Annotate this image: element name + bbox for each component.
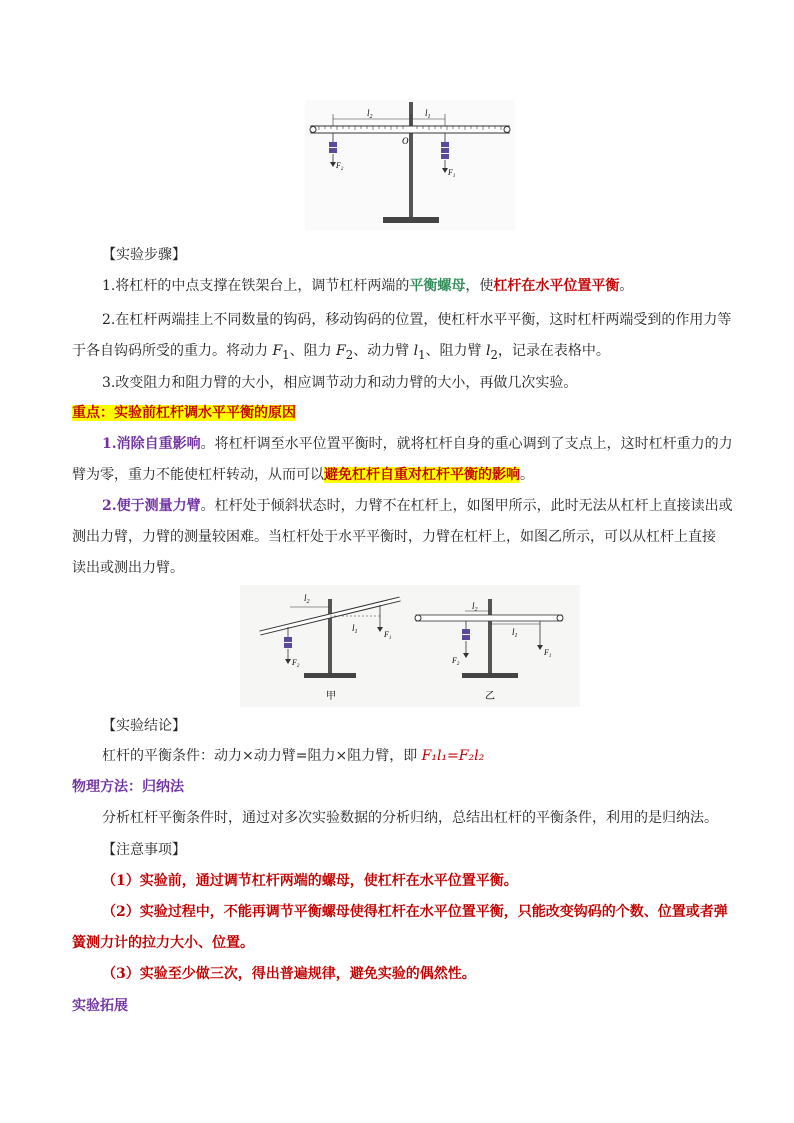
balance-nut-term: 平衡螺母 (409, 278, 466, 294)
figure-lever-comparison (240, 585, 580, 707)
key-p1-line1: 1.消除自重影响。将杠杆调至水平位置平衡时，就将杠杆自身的重心调到了支点上，这时杠杆重力的力 (102, 436, 733, 452)
lever-comparison-diagram (240, 585, 580, 707)
key-p2-line1: 2.便于测量力臂。杠杆处于倾斜状态时，力臂不在杠杆上，如图甲所示，此时无法从杠杆上直接读出或 (102, 498, 733, 514)
steps-heading: 【实验步骤】 (102, 247, 186, 263)
key-p1-line2: 臂为零，重力不能使杠杆转动，从而可以避免杠杆自重对杠杆平衡的影响。 (72, 467, 534, 483)
step-2-line2: 于各自钩码所受的重力。将动力 $F_1$、阻力 $F_2$、动力臂 $l_1$、阻力臂 $l_2$，记录在表格中。 (72, 343, 610, 362)
balance-formula: F₁l₁=F₂l₂ (421, 748, 485, 764)
step-3: 3.改变阻力和阻力臂的大小，相应调节动力和动力臂的大小，再做几次实验。 (102, 375, 578, 391)
key-highlight: 避免杠杆自重对杠杆平衡的影响 (324, 467, 520, 483)
svg-text:F1: $F_1$ (544, 648, 552, 659)
fig-yi-label: 乙 (485, 691, 495, 702)
fig1-l1-label: l (425, 108, 428, 118)
fig1-F1-label: F (448, 168, 453, 177)
step-1: 1.将杠杆的中点支撑在铁架台上，调节杠杆两端的平衡螺母，使杠杆在水平位置平衡。 (102, 278, 634, 294)
svg-text:F1: $F_1$ (384, 630, 392, 641)
key-p2-line2: 测出力臂，力臂的测量较困难。当杠杆处于水平平衡时，力臂在杠杆上，如图乙所示，可以从杠杆上直接 (72, 529, 716, 545)
conclusion-heading: 【实验结论】 (102, 718, 186, 734)
method-title: 物理方法：归纳法 (72, 779, 184, 795)
svg-text:l1: $l_1$ (352, 623, 358, 635)
fig1-F2-label: F (336, 161, 341, 170)
svg-text:l2: $l_2$ (304, 593, 310, 605)
lever-horizontal-term: 杠杆在水平位置平衡 (493, 278, 620, 294)
key-p2-line3: 读出或测出力臂。 (72, 560, 184, 576)
svg-text:F2: $F_2$ (452, 656, 460, 667)
svg-text:l2: $l_2$ (472, 601, 478, 613)
note-1: （1）实验前，通过调节杠杆两端的螺母，使杠杆在水平位置平衡。 (102, 873, 518, 889)
note-2-line2: 簧测力计的拉力大小、位置。 (72, 935, 254, 951)
note-3: （3）实验至少做三次，得出普遍规律，避免实验的偶然性。 (102, 966, 476, 982)
method-text: 分析杠杆平衡条件时，通过对多次实验数据的分析归纳，总结出杠杆的平衡条件，利用的是归纳法。 (102, 810, 718, 826)
svg-text:l1: $l_1$ (512, 627, 518, 639)
extension-title: 实验拓展 (72, 998, 128, 1014)
conclusion-text: 杠杆的平衡条件：动力×动力臂=阻力×阻力臂，即 F₁l₁=F₂l₂ (102, 748, 485, 764)
key-title: 重点：实验前杠杆调水平平衡的原因 (72, 405, 296, 421)
fig-jia-label: 甲 (326, 691, 336, 702)
svg-text:l1: $l_1$ (425, 108, 431, 120)
fig1-O-label: O (402, 136, 409, 146)
svg-text:l2: $l_2$ (367, 108, 373, 120)
notes-heading: 【注意事项】 (102, 842, 186, 858)
lever-diagram (305, 100, 515, 230)
figure-lever-setup (305, 100, 515, 230)
svg-text:F2: $F_2$ (292, 658, 300, 669)
fig1-l2-label: l (367, 108, 370, 118)
svg-text:F2: $F_2$ (336, 161, 344, 172)
svg-text:F1: $F_1$ (448, 168, 456, 179)
step-2-line1: 2.在杠杆两端挂上不同数量的钩码，移动钩码的位置，使杠杆水平平衡，这时杠杆两端受到的作用力等 (102, 312, 732, 328)
note-2-line1: （2）实验过程中，不能再调节平衡螺母使得杠杆在水平位置平衡，只能改变钩码的个数、位置或者弹 (102, 904, 728, 920)
